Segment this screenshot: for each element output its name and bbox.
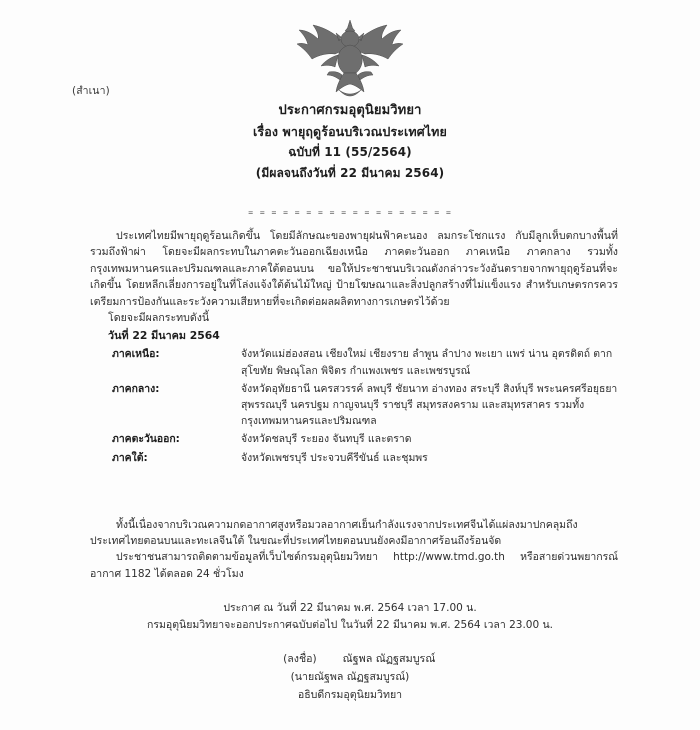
cause-paragraph: ทั้งนี้เนื่องจากบริเวณความกดอากาศสูงหรือมวลอากาศเย็นกำลังแรงจากประเทศจีนได้แผ่ลงมาปกคลุมถึงประเทศไทยตอนบนและทะเลจีนใต้ ในขณะที่ประเทศไทยตอนบนยังคงมีอากาศร้อนถึงร้อนจัด — [90, 519, 578, 548]
signature-line — [0, 650, 700, 668]
body-block — [90, 228, 618, 468]
region-label-south: ภาคใต้: — [112, 451, 148, 464]
issued-block — [0, 600, 700, 634]
document-subject: เรื่อง พายุฤดูร้อนบริเวณประเทศไทย — [253, 124, 447, 139]
contact-paragraph: ประชาชนสามารถติดตามข้อมูลที่เว็บไซต์กรมอุตุนิยมวิทยา http://www.tmd.go.th หรือสายด่วนพยากรณ์อากาศ 1182 ได้ตลอด 24 ชั่วโมง — [90, 551, 618, 580]
copy-marker: (สำเนา) — [72, 85, 110, 97]
region-label-east: ภาคตะวันออก: — [112, 433, 180, 446]
effects-intro: โดยจะมีผลกระทบดังนี้ — [108, 312, 210, 325]
regions-table — [90, 346, 618, 467]
region-value-south: จังหวัดเพชรบุรี ประจวบคีรีขันธ์ และชุมพร — [241, 451, 428, 464]
table-row — [90, 431, 618, 449]
garuda-emblem — [0, 14, 700, 100]
document-issue-number: ฉบับที่ 11 (55/2564) — [288, 145, 412, 159]
table-row — [90, 346, 618, 380]
effects-date: วันที่ 22 มีนาคม 2564 — [108, 329, 220, 343]
table-row — [90, 450, 618, 468]
next-announcement: กรมอุตุนิยมวิทยาจะออกประกาศฉบับต่อไป ในวันที่ 22 มีนาคม พ.ศ. 2564 เวลา 23.00 น. — [146, 619, 553, 631]
separator — [0, 208, 700, 218]
region-label-north: ภาคเหนือ: — [112, 348, 160, 361]
signature-label: (ลงชื่อ) — [283, 653, 317, 665]
separator-dashes: = = = = = = = = = = = = = = = = = = — [248, 208, 452, 217]
title-block — [0, 100, 700, 184]
signature-name-parenthetical: (นายณัฐพล ณัฏฐสมบูรณ์) — [290, 671, 410, 683]
signature-block — [0, 650, 700, 704]
body-paragraph-main: ประเทศไทยมีพายุฤดูร้อนเกิดขึ้น โดยมีลักษณะของพายุฝนฟ้าคะนอง ลมกระโชกแรง กับมีลูกเห็บตกบางพื้นที่ รวมถึงฟ้าผ่า โดยจะมีผลกระทบในภาคตะวันออกเฉียงเหนือ ภาคตะวันออก ภาคเหนือ ภาคกลาง รวมทั้งกรุงเทพมหานครและปริมณฑลและภาคใต้ตอนบน ขอให้ประชาชนบริเวณดังกล่าวระวังอันตรายจากพายุฤดูร้อนที่จะเกิดขึ้น โดยหลีกเลี่ยงการอยู่ในที่โล่งแจ้งใต้ต้นไม้ใหญ่ ป้ายโฆษณาและสิ่งปลูกสร้างที่ไม่แข็งแรง สำหรับเกษตรกรควรเตรียมการป้องกันและระวังความเสียหายที่จะเกิดต่อผลผลิตทางการเกษตรไว้ด้วย — [90, 230, 618, 308]
region-value-north: จังหวัดแม่ฮ่องสอน เชียงใหม่ เชียงราย ลำพูน ลำปาง พะเยา แพร่ น่าน อุตรดิตถ์ ตาก สุโขทัย พิษณุโลก พิจิตร กำแพงเพชร และเพชรบูรณ์ — [241, 348, 613, 377]
signature-name: ณัฐพล ณัฏฐสมบูรณ์ — [342, 652, 436, 665]
region-value-central: จังหวัดอุทัยธานี นครสวรรค์ ลพบุรี ชัยนาท อ่างทอง สระบุรี สิงห์บุรี พระนครศรีอยุธยา สุพรรณบุรี นครปฐม กาญจนบุรี ราชบุรี สมุทรสงคราม และสมุทรสาคร รวมทั้งกรุงเทพมหานครและปริมณฑล — [241, 382, 618, 428]
document-validity: (มีผลจนถึงวันที่ 22 มีนาคม 2564) — [255, 166, 445, 180]
signature-position: อธิบดีกรมอุตุนิยมวิทยา — [297, 689, 403, 701]
garuda-emblem-svg — [291, 14, 409, 100]
region-value-east: จังหวัดชลบุรี ระยอง จันทบุรี และตราด — [241, 433, 412, 446]
document-title: ประกาศกรมอุตุนิยมวิทยา — [278, 103, 422, 118]
region-label-central: ภาคกลาง: — [112, 382, 160, 395]
table-row — [90, 381, 618, 432]
tail-block — [90, 517, 618, 582]
issued-datetime: ประกาศ ณ วันที่ 22 มีนาคม พ.ศ. 2564 เวลา 17.00 น. — [223, 602, 477, 614]
